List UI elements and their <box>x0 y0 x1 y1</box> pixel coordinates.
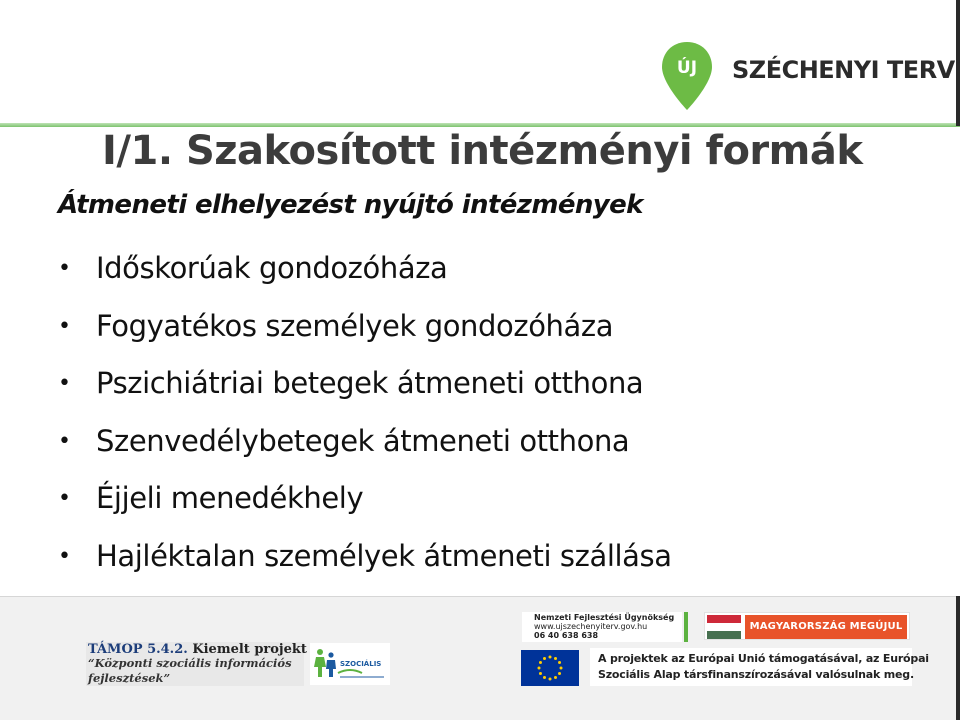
list-item-text: Hajléktalan személyek átmeneti szállása <box>96 538 672 573</box>
list-item-text: Szenvedélybetegek átmeneti otthona <box>96 423 630 458</box>
tamop-tag: Kiemelt projekt <box>192 642 307 657</box>
hungary-renewal-badge <box>704 612 910 640</box>
bullet-icon: • <box>58 371 71 396</box>
nfu-phone: 06 40 638 638 <box>534 631 599 640</box>
eu-star-icon <box>554 657 557 660</box>
bullet-icon: • <box>58 313 71 339</box>
logo-brand-text: SZÉCHENYI TERV <box>732 56 955 84</box>
list-item-text: Fogyatékos személyek gondozóháza <box>96 308 614 343</box>
nfu-agency-name: Nemzeti Fejlesztési Ügynökség <box>534 613 675 622</box>
list-item <box>58 355 672 413</box>
bullet-icon: • <box>58 486 71 511</box>
eu-funding-notice <box>590 648 929 686</box>
list-item-text: Pszichiátriai betegek átmeneti otthona <box>96 366 644 400</box>
page-title: I/1. Szakosított intézményi formák <box>102 128 863 174</box>
bullet-icon: • <box>58 256 71 281</box>
szocialis-logo <box>310 643 390 685</box>
nfu-website: www.ujszechenyiterv.gov.hu <box>534 622 648 631</box>
eu-notice-line2: Szociális Alap társfinanszírozásával valósulnak meg. <box>598 668 914 681</box>
header-edge <box>956 0 960 126</box>
eu-notice-line1: A projektek az Európai Unió támogatásával, az Európai <box>598 652 929 665</box>
map-pin-icon <box>660 40 714 112</box>
eu-star-icon <box>539 672 542 675</box>
eu-star-icon <box>549 656 552 659</box>
tamop-code: TÁMOP 5.4.2. <box>88 642 188 657</box>
eu-star-icon <box>538 667 541 670</box>
bullet-icon: • <box>58 543 71 569</box>
eu-star-icon <box>543 676 546 679</box>
logo-pin-text: ÚJ <box>676 58 698 78</box>
eu-star-icon <box>554 676 557 679</box>
list-item-text: Időskorúak gondozóháza <box>96 251 448 285</box>
list-item-text: Éjjeli menedékhely <box>96 481 364 515</box>
eu-flag-icon <box>521 650 579 686</box>
tamop-title <box>88 642 307 657</box>
list-item <box>58 528 672 586</box>
bullet-list <box>58 240 672 585</box>
nfu-contact-box <box>522 612 682 642</box>
header-divider <box>0 123 960 127</box>
eu-star-icon <box>549 678 552 681</box>
hungary-badge-text: MAGYARORSZÁG MEGÚJUL <box>745 615 907 639</box>
szechenyi-terv-logo <box>660 40 955 112</box>
tamop-project-logo <box>86 642 307 686</box>
eu-star-icon <box>558 672 561 675</box>
list-item <box>58 470 672 528</box>
hungarian-flag-icon <box>707 615 741 639</box>
eu-star-icon <box>543 657 546 660</box>
list-item <box>58 413 672 471</box>
list-item <box>58 298 672 356</box>
eu-star-icon <box>558 661 561 664</box>
bullet-icon: • <box>58 428 71 454</box>
footer-edge <box>956 596 960 720</box>
list-item <box>58 240 672 298</box>
tamop-subtitle-line2: fejlesztések” <box>88 671 171 685</box>
eu-star-icon <box>560 667 563 670</box>
eu-star-icon <box>539 661 542 664</box>
tamop-subtitle-line1: “Központi szociális információs <box>88 656 292 670</box>
section-heading: Átmeneti elhelyezést nyújtó intézmények <box>58 190 643 220</box>
szocialis-text: SZOCIÁLIS <box>340 660 382 668</box>
footer-green-divider <box>684 612 688 642</box>
